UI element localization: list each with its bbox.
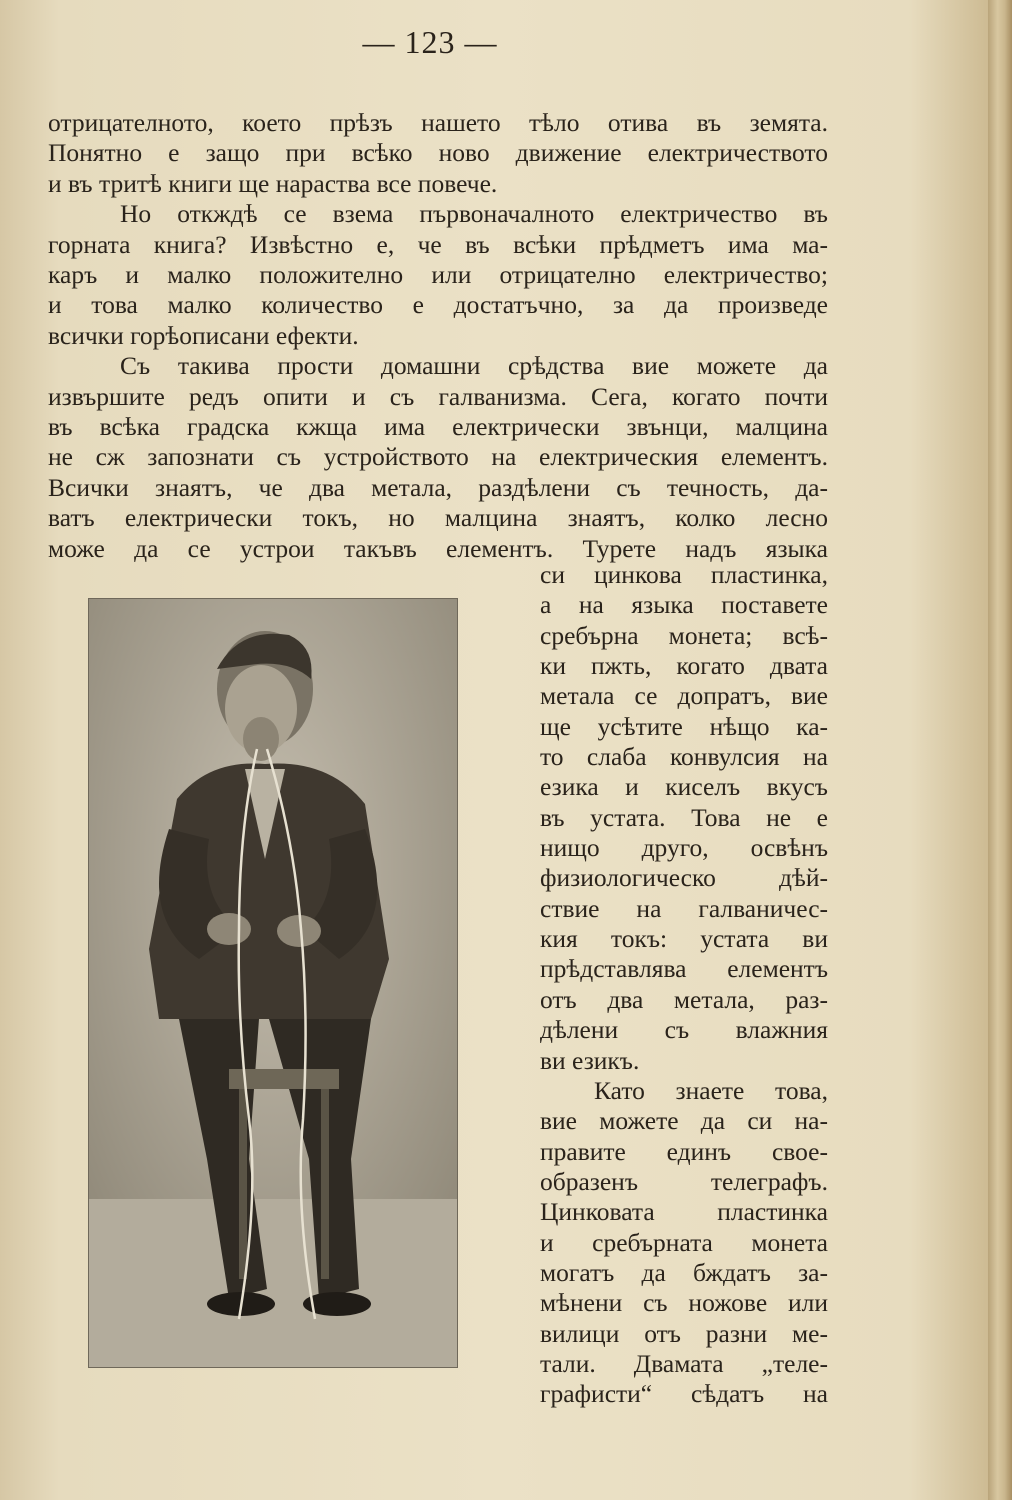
text-line: Понятно е защо при всѣко ново движение електричеството	[48, 138, 828, 168]
text-line: могатъ да бждатъ за-	[540, 1257, 828, 1287]
text-line: а на языка поставете	[540, 590, 828, 620]
text-line: правите единъ свое-	[540, 1136, 828, 1166]
text-line: езика и киселъ вкусъ	[540, 772, 828, 802]
text-line: и въ тритѣ книги ще нараства все повече.	[48, 168, 498, 198]
text-line: и това малко количество е достатъчно, за да произведе	[48, 290, 828, 320]
text-line: въ всѣка градска кжща има електрически звънци, малцина	[48, 412, 828, 442]
text-line: Но откждѣ се взема първоначалното електричество въ	[120, 199, 828, 229]
photo-figure-drawing	[89, 599, 457, 1367]
text-line: кия токъ: устата ви	[540, 924, 828, 954]
side-text-column	[540, 560, 828, 1410]
text-line: ватъ електрически токъ, но малцина знаятъ, колко лесно	[48, 503, 828, 533]
text-line: Всички знаятъ, че два метала, раздѣлени съ течность, да-	[48, 472, 828, 502]
text-line: ви езикъ.	[540, 1045, 640, 1075]
book-spine-edge	[988, 0, 1012, 1500]
page-number: — 123 —	[362, 24, 498, 60]
text-line: графисти“ сѣдатъ на	[540, 1379, 828, 1409]
text-line: не сж запознати съ устройството на електрическия елементъ.	[48, 442, 828, 472]
text-line: ствие на галваничес-	[540, 893, 828, 923]
text-line: може да се устрои такъвъ елементъ. Турете надъ языка	[48, 533, 828, 563]
text-line: отъ два метала, раз-	[540, 984, 828, 1014]
text-line: Цинковата пластинка	[540, 1197, 828, 1227]
text-line: сребърна монета; всѣ-	[540, 620, 828, 650]
text-line: физиологическо дѣй-	[540, 863, 828, 893]
text-line: образенъ телеграфъ.	[540, 1166, 828, 1196]
text-line: каръ и малко положително или отрицателно електричество;	[48, 260, 828, 290]
text-line: нищо друго, освѣнъ	[540, 833, 828, 863]
text-line: въ устата. Това не е	[540, 802, 828, 832]
text-line: вилици отъ разни ме-	[540, 1318, 828, 1348]
text-line: то слаба конвулсия на	[540, 742, 828, 772]
text-line: и сребърната монета	[540, 1227, 828, 1257]
text-line: мѣнени съ ножове или	[540, 1288, 828, 1318]
text-line: прѣдставлява елементъ	[540, 954, 828, 984]
text-line: извършите редъ опити и съ галванизма. Сега, когато почти	[48, 381, 828, 411]
text-line: ще усѣтите нѣщо ка-	[540, 711, 828, 741]
text-line: тали. Двамата „теле-	[540, 1348, 828, 1378]
text-line: си цинкова пластинка,	[540, 560, 828, 589]
text-line: вие можете да си на-	[540, 1106, 828, 1136]
text-line: Съ такива прости домашни срѣдства вие можете да	[120, 351, 828, 381]
illustration-man-seated-with-wires	[88, 598, 458, 1368]
text-line: дѣлени съ влажния	[540, 1015, 828, 1045]
text-line: метала се допратъ, вие	[540, 681, 828, 711]
text-line: Като знаете това,	[594, 1075, 828, 1105]
main-text-block	[48, 108, 828, 564]
text-line: горната книга? Извѣстно е, че въ всѣки прѣдметъ има ма-	[48, 229, 828, 259]
text-line: всички горѣописани ефекти.	[48, 320, 359, 350]
text-line: ки пжть, когато двата	[540, 651, 828, 681]
text-line: отрицателното, което прѣзъ нашето тѣло отива въ земята.	[48, 108, 828, 137]
